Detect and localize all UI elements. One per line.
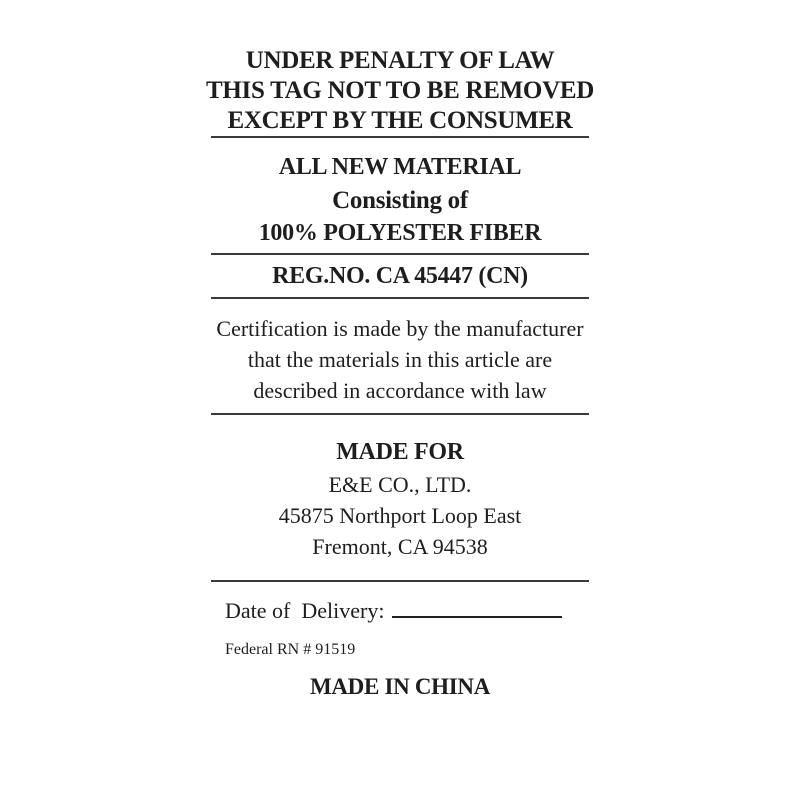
warning-line-2: THIS TAG NOT TO BE REMOVED	[206, 77, 594, 104]
certification-section	[200, 313, 600, 406]
divider	[211, 580, 589, 582]
company-name: E&E CO., LTD.	[328, 472, 472, 497]
warning-line-3: EXCEPT BY THE CONSUMER	[227, 107, 573, 134]
delivery-blank-line	[392, 611, 562, 618]
federal-rn-row	[200, 639, 600, 661]
certification-line-2: that the materials in this article are	[247, 347, 553, 372]
divider	[211, 253, 589, 255]
law-label	[200, 0, 600, 703]
made-for-section	[200, 435, 600, 562]
made-in-china-text: MADE IN CHINA	[309, 674, 491, 699]
material-section	[200, 151, 600, 250]
warning-section	[200, 46, 600, 136]
federal-rn-text: Federal RN # 91519	[225, 641, 356, 658]
material-line-1: ALL NEW MATERIAL	[278, 154, 522, 180]
divider	[211, 297, 589, 299]
warning-line-1: UNDER PENALTY OF LAW	[245, 47, 555, 74]
material-line-2: Consisting of	[332, 187, 468, 214]
made-for-heading: MADE FOR	[336, 439, 464, 465]
material-line-3: 100% POLYESTER FIBER	[258, 220, 542, 246]
reg-no-text: REG.NO. CA 45447 (CN)	[272, 263, 528, 289]
divider	[211, 413, 589, 415]
address-line-1: 45875 Northport Loop East	[278, 503, 522, 528]
divider	[211, 136, 589, 138]
certification-line-3: described in accordance with law	[253, 378, 547, 403]
delivery-row	[200, 595, 600, 627]
address-line-2: Fremont, CA 94538	[312, 534, 488, 559]
certification-line-1: Certification is made by the manufacturer	[216, 316, 584, 341]
delivery-label: Date of Delivery:	[225, 598, 385, 623]
origin-row	[200, 671, 600, 703]
